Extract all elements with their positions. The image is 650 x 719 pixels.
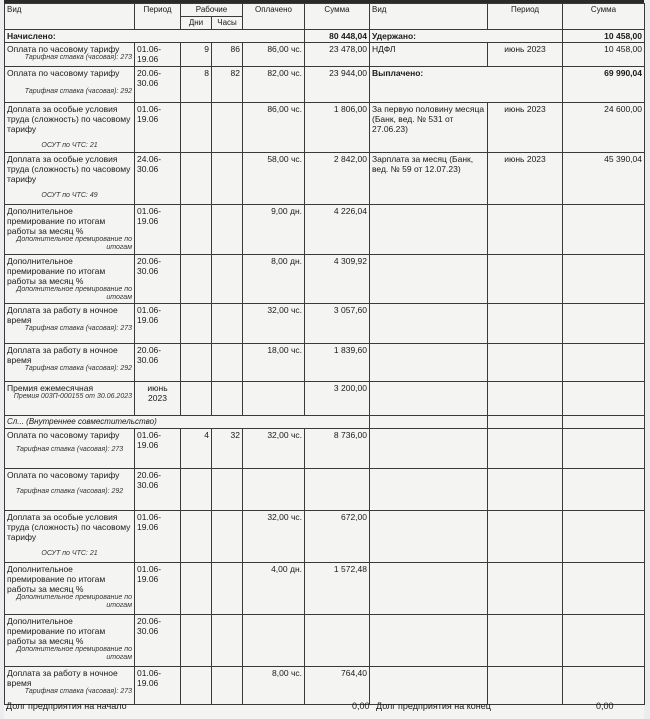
accrual-period: июнь 2023 [135, 382, 181, 416]
header-row-1 [5, 4, 645, 17]
footer-debt [4, 700, 644, 714]
deduction-sum: 10 458,00 [563, 43, 645, 67]
debt-start-label: Долг предприятия на начало [6, 701, 127, 711]
debt-end-label: Долг предприятия на конец [376, 701, 491, 711]
payment-sum: 45 390,04 [563, 153, 645, 205]
col-summa-right: Сумма [563, 4, 645, 30]
table-row [5, 429, 645, 469]
accrual-hours: 82 [212, 67, 243, 103]
accrual-paid: 58,00 чс. [243, 153, 305, 205]
accrual-name: Оплата по часовому тарифу Тарифная ставка (часовая): 273 [5, 43, 135, 67]
payment-sum: 24 600,00 [563, 103, 645, 153]
payment-name: Зарплата за месяц (Банк, вед. № 59 от 12.07.23) [370, 153, 488, 205]
withheld-total: 10 458,00 [563, 30, 645, 43]
payslip-sheet [4, 0, 644, 719]
accrual-paid: 18,00 чс. [243, 344, 305, 382]
table-row [5, 153, 645, 205]
accrual-sum: 764,40 [305, 667, 370, 705]
col-vid-right: Вид [370, 4, 488, 30]
accrual-days: 9 [181, 43, 212, 67]
accrual-name: Доплата за работу в ночное время Тарифная ставка (часовая): 292 [5, 344, 135, 382]
col-period: Период [135, 4, 181, 30]
accrual-sum: 3 057,60 [305, 304, 370, 344]
accrual-name: Доплата за работу в ночное время Тарифная ставка (часовая): 273 [5, 667, 135, 705]
accrual-name: Оплата по часовому тарифу Тарифная ставка (часовая): 273 [5, 429, 135, 469]
accrual-paid [243, 615, 305, 667]
accrual-paid: 82,00 чс. [243, 67, 305, 103]
table-row [5, 382, 645, 416]
accrual-sum: 1 806,00 [305, 103, 370, 153]
table-row [5, 615, 645, 667]
col-summa: Сумма [305, 4, 370, 30]
table-row [5, 469, 645, 511]
table-row [5, 255, 645, 304]
accrual-sum: 1 572,48 [305, 563, 370, 615]
accrual-paid [243, 469, 305, 511]
col-oplacheno: Оплачено [243, 4, 305, 30]
accrual-sum: 2 842,00 [305, 153, 370, 205]
accrual-period: 20.06-30.06 [135, 67, 181, 103]
accrual-period: 01.06-19.06 [135, 511, 181, 563]
accrual-sum: 4 226,04 [305, 205, 370, 255]
accrual-name: Доплата за особые условия труда (сложность) по часовому тарифу ОСУТ по ЧТС: 21 [5, 103, 135, 153]
table-row [5, 103, 645, 153]
accrual-sum: 672,00 [305, 511, 370, 563]
accrual-period: 20.06-30.06 [135, 344, 181, 382]
accrual-paid [243, 382, 305, 416]
payment-name: За первую половину месяца (Банк, вед. № 531 от 27.06.23) [370, 103, 488, 153]
withheld-label: Удержано: [370, 30, 563, 43]
accrual-paid: 8,00 чс. [243, 667, 305, 705]
accrual-sum [305, 615, 370, 667]
col-chasy: Часы [212, 17, 243, 30]
debt-end-value: 0,00 [596, 701, 614, 711]
accrual-name: Доплата за работу в ночное время Тарифная ставка (часовая): 273 [5, 304, 135, 344]
col-dni: Дни [181, 17, 212, 30]
accrual-paid: 32,00 чс. [243, 429, 305, 469]
accrual-period: 01.06-19.06 [135, 43, 181, 67]
col-vid: Вид [5, 4, 135, 30]
accrual-name: Дополнительное премирование по итогам работы за месяц % Дополнительное премирование по итогам [5, 563, 135, 615]
table-row [5, 43, 645, 67]
accrual-hours: 32 [212, 429, 243, 469]
col-period-right: Период [488, 4, 563, 30]
accrual-period: 01.06-19.06 [135, 205, 181, 255]
accrual-sum: 8 736,00 [305, 429, 370, 469]
accrual-name: Дополнительное премирование по итогам работы за месяц % Дополнительное премирование по итогам [5, 615, 135, 667]
accrual-name: Дополнительное премирование по итогам работы за месяц % Дополнительное премирование по итогам [5, 205, 135, 255]
accrual-period: 01.06-19.06 [135, 304, 181, 344]
totals-row [5, 30, 645, 43]
deduction-name: НДФЛ [370, 43, 488, 67]
accrual-paid: 8,00 дн. [243, 255, 305, 304]
accrual-hours: 86 [212, 43, 243, 67]
accrual-period: 20.06-30.06 [135, 469, 181, 511]
table-row [5, 667, 645, 705]
accrual-period: 01.06-19.06 [135, 667, 181, 705]
table-row [5, 205, 645, 255]
section-label: Сл... (Внутреннее совместительство) [5, 416, 370, 429]
accrual-paid: 86,00 чс. [243, 103, 305, 153]
table-row [5, 344, 645, 382]
paid-out-label: Выплачено: [370, 67, 563, 103]
section-row [5, 416, 645, 429]
accrual-sum [305, 469, 370, 511]
col-rabochie: Рабочие [181, 4, 243, 17]
deduction-period: июнь 2023 [488, 43, 563, 67]
accrual-period: 01.06-19.06 [135, 429, 181, 469]
accrual-name: Оплата по часовому тарифу Тарифная ставка (часовая): 292 [5, 67, 135, 103]
table-row [5, 304, 645, 344]
accrual-name: Оплата по часовому тарифу Тарифная ставка (часовая): 292 [5, 469, 135, 511]
accrual-period: 20.06-30.06 [135, 255, 181, 304]
accrual-days: 4 [181, 429, 212, 469]
accrual-days: 8 [181, 67, 212, 103]
accrual-period: 24.06-30.06 [135, 153, 181, 205]
accrual-sum: 23 478,00 [305, 43, 370, 67]
table-row [5, 563, 645, 615]
accrual-name: Дополнительное премирование по итогам работы за месяц % Дополнительное премирование по итогам [5, 255, 135, 304]
accrual-period: 01.06-19.06 [135, 563, 181, 615]
accrual-sum: 3 200,00 [305, 382, 370, 416]
payment-period: июнь 2023 [488, 103, 563, 153]
accrual-name: Премия ежемесячная Премия 003П-000155 от 30.06.2023 [5, 382, 135, 416]
accrued-label: Начислено: [5, 30, 305, 43]
accrual-period: 01.06-19.06 [135, 103, 181, 153]
accrual-paid: 32,00 чс. [243, 511, 305, 563]
accrual-paid: 32,00 чс. [243, 304, 305, 344]
accrual-sum: 23 944,00 [305, 67, 370, 103]
table-row [5, 511, 645, 563]
accrual-paid: 9,00 дн. [243, 205, 305, 255]
accrual-paid: 86,00 чс. [243, 43, 305, 67]
accrual-paid: 4,00 дн. [243, 563, 305, 615]
debt-start-value: 0,00 [352, 701, 370, 711]
accrual-name: Доплата за особые условия труда (сложность) по часовому тарифу ОСУТ по ЧТС: 49 [5, 153, 135, 205]
accrual-sum: 1 839,60 [305, 344, 370, 382]
payment-period: июнь 2023 [488, 153, 563, 205]
accrual-sum: 4 309,92 [305, 255, 370, 304]
accrual-name: Доплата за особые условия труда (сложность) по часовому тарифу ОСУТ по ЧТС: 21 [5, 511, 135, 563]
payslip-table [4, 3, 645, 705]
paid-out-total: 69 990,04 [563, 67, 645, 103]
accrued-total: 80 448,04 [305, 30, 370, 43]
table-row [5, 67, 645, 103]
accrual-period: 20.06-30.06 [135, 615, 181, 667]
